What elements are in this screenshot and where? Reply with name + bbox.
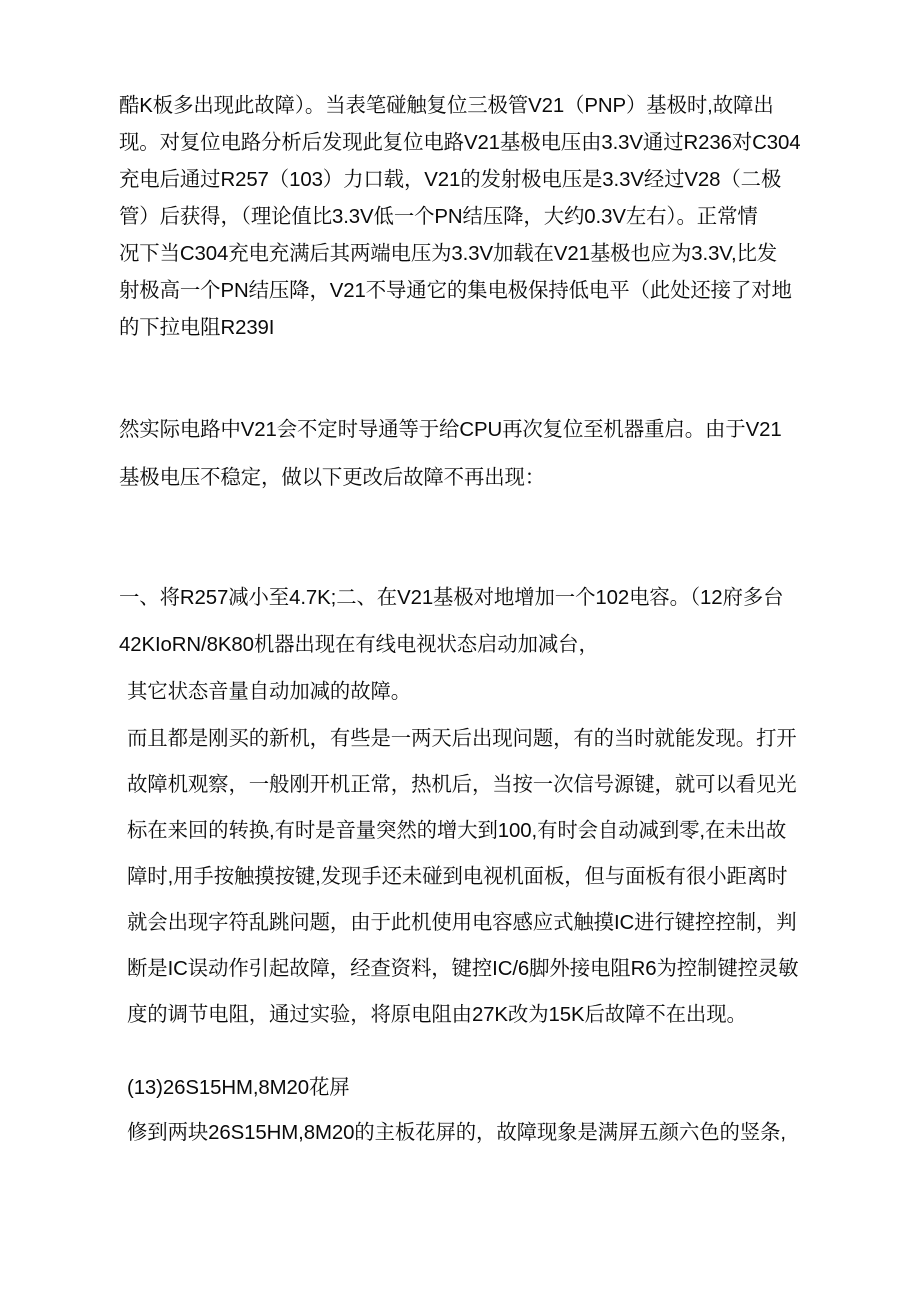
reset-circuit-analysis-paragraph bbox=[119, 88, 802, 347]
paragraph-line: 酷K板多出现此故障）。当表笔碰触复位三极管V21（PNP）基极时,故障出 bbox=[119, 95, 774, 117]
intermittent-conduction-paragraph bbox=[119, 406, 802, 502]
paragraph-line: 然实际电路中V21会不定时导通等于给CPU再次复位至机器重启。由于V21 bbox=[119, 419, 782, 441]
paragraph-line: 障时,用手按触摸按键,发现手还未碰到电视机面板，但与面板有很小距离时 bbox=[127, 866, 788, 888]
paragraph-line: 断是IC误动作引起故障，经查资料，键控IC/6脚外接电阻R6为控制键控灵敏 bbox=[127, 958, 799, 980]
paragraph-line: 射极高一个PN结压降，V21不导通它的集电极保持低电平（此处还接了对地 bbox=[119, 280, 792, 302]
document-text-body bbox=[119, 88, 802, 1156]
paragraph-line: 基极电压不稳定，做以下更改后故障不再出现： bbox=[119, 467, 546, 489]
section-heading-text: (13)26S15HM,8M20花屏 bbox=[127, 1077, 350, 1099]
paragraph-line: 况下当C304充电充满后其两端电压为3.3V加载在V21基极也应为3.3V,比发 bbox=[119, 243, 778, 265]
paragraph-line: 就会出现字符乱跳问题，由于此机使用电容感应式触摸IC进行键控控制，判 bbox=[127, 912, 797, 934]
paragraph-line: 管）后获得，（理论值比3.3V低一个PN结压降，大约0.3V左右）。正常情 bbox=[119, 206, 758, 228]
paragraph-line: 修到两块26S15HM,8M20的主板花屏的，故障现象是满屏五颜六色的竖条, bbox=[127, 1122, 786, 1144]
paragraph-line: 一、将R257减小至4.7K;二、在V21基极对地增加一个102电容。（12府多台 bbox=[119, 587, 784, 609]
paragraph-line: 故障机观察，一般刚开机正常，热机后，当按一次信号源键，就可以看见光 bbox=[127, 774, 797, 796]
touch-ic-diagnosis-paragraph bbox=[119, 716, 802, 1038]
paragraph-line: 其它状态音量自动加减的故障。 bbox=[127, 681, 412, 703]
paragraph-line: 而且都是刚买的新机，有些是一两天后出现问题，有的当时就能发现。打开 bbox=[127, 728, 797, 750]
screen-distortion-paragraph bbox=[119, 1111, 802, 1156]
paragraph-line: 现。对复位电路分析后发现此复位电路V21基极电压由3.3V通过R236对C304 bbox=[119, 132, 801, 154]
paragraph-line: 的下拉电阻R239I bbox=[119, 317, 275, 339]
paragraph-line: 标在来回的转换,有时是音量突然的增大到100,有时会自动减到零,在未出故 bbox=[127, 820, 787, 842]
fix-steps-paragraph bbox=[119, 575, 802, 716]
paragraph-line: 42KIoRN/8K80机器出现在有线电视状态启动加减台， bbox=[119, 634, 599, 656]
paragraph-line: 充电后通过R257（103）力口载，V21的发射极电压是3.3V经过V28（二极 bbox=[119, 169, 782, 191]
section-heading-13 bbox=[119, 1066, 802, 1111]
paragraph-line: 度的调节电阻，通过实验，将原电阻由27K改为15K后故障不在出现。 bbox=[127, 1004, 747, 1026]
